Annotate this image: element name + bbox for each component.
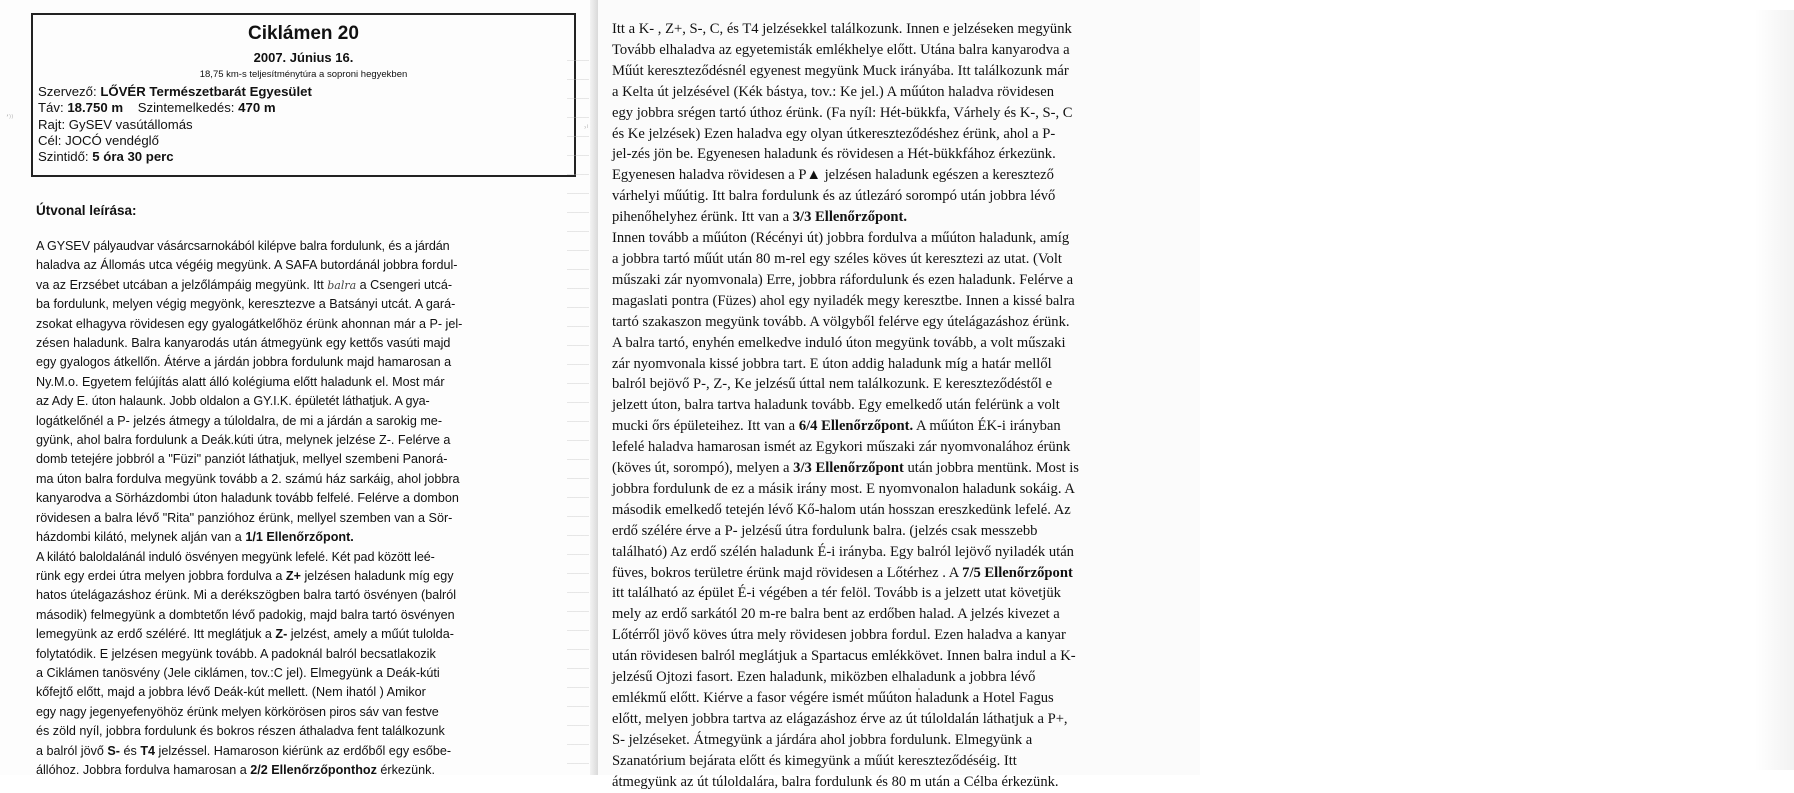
text-line: előtt, melyen jobbra tartva az elágazáshoz érve az út túloldalán láthatjuk a P+, [612, 710, 1068, 727]
scan-edge-shadow [1754, 10, 1794, 770]
distance-row: Táv: 18.750 m Szintemelkedés: 470 m [38, 100, 276, 116]
text-line: balról bejövő P-, Z-, Ke jelzésű úttal nem találkozunk. E kereszteződéstől e [612, 376, 1053, 393]
text-line: folytatódik. E jelzésen megyünk tovább. A padoknál balról becsatlakozik [36, 646, 436, 661]
text-line: mely az erdő sarkától 20 m-re balra bent az erdőben halad. A jelzés kivezet a [612, 606, 1060, 623]
left-page [0, 0, 598, 775]
text-line: házdombi kilátó, melynek alján van a 1/1 Ellenőrzőpont. [36, 530, 354, 545]
text-line: gyünk, ahol balra fordulunk a Deák.kúti útra, melynek jelzése Z-. Felérve a [36, 433, 451, 448]
text-line: és zöld nyíl, jobbra fordulunk és bokros részen áthaladva fent találkozunk [36, 724, 445, 739]
text-line: lemegyünk az erdő széléré. Itt meglátjuk a Z- jelzést, amely a műút tulolda- [36, 627, 454, 642]
text-line: található) Az erdő szélén haladunk É-i irányba. Egy balról lejövő nyiladék után [612, 543, 1074, 560]
text-line: egy gyalogos átkellőn. Átérve a járdán jobbra fordulunk majd hamarosan a [36, 355, 452, 370]
text-line: hatos útelágazáshoz érünk. Mi a derékszögben balra tartó ösvényen (balról [36, 588, 457, 603]
text-line: va az Erzsébet utcában a jelzőlámpáig megyünk. Itt balra a Csengeri utcá- [36, 277, 453, 292]
right-page [584, 0, 1200, 790]
text-line: kanyarodva a Sörházdombi úton haladunk tovább felfelé. Felérve a dombon [36, 491, 459, 506]
text-line: rünk egy erdei útra melyen jobbra fordulva a Z+ jelzésen haladunk míg egy [36, 568, 454, 583]
text-line: Egyenesen haladva rövidesen a P▲ jelzésen haladunk egészen a keresztező [612, 167, 1054, 184]
text-line: egy jobbra srégen tartó úthoz érünk. (Fa nyíl: Hét-bükkfa, Várhely és K-, S-, C [612, 104, 1073, 121]
event-info-box [31, 13, 576, 177]
text-line: zésen haladunk. Balra kanyarodás után átmegyünk egy kettős vasúti majd [36, 336, 451, 351]
margin-mark: ˒ⁱ [584, 124, 589, 134]
text-line: Itt a K- , Z+, S-, C, és T4 jelzésekkel találkozunk. Innen e jelzéseken megyünk [612, 21, 1072, 37]
margin-mark: ʼ⁾⁾ [6, 114, 14, 124]
text-line: Műút kereszteződésnél egyenest megyünk Muck irányába. Itt találkozunk már [612, 62, 1069, 79]
event-date: 2007. Június 16. [253, 50, 354, 65]
text-line: második emelkedő tetején lévő Kő-halom után hosszan ereszkedünk lefelé. Az [612, 501, 1071, 518]
text-line: A kilátó baloldalánál induló ösvényen megyünk lefelé. Két pad között leé- [36, 549, 435, 564]
route-description-right [612, 19, 1202, 793]
organizer-name: LŐVÉR Természetbarát Egyesület [100, 84, 312, 99]
text-line: S- jelzéseket. Átmegyünk a járdára ahol jobbra fordulunk. Elmegyünk a [612, 731, 1033, 748]
text-line: Tovább elhaladva az egyetemisták emlékhelye előtt. Utána balra kanyarodva a [612, 41, 1070, 58]
text-line: Szanatórium bejárata előtt és kimegyünk a műút kereszteződéséig. Itt [612, 752, 1017, 769]
text-line: a jobbra tartó műút után 80 m-rel egy széles köves út keresztezi az utat. (Volt [612, 250, 1062, 267]
event-details [38, 84, 574, 165]
text-line: és Ke jelzések) Ezen haladva egy olyan útkereszteződéshez érünk, ahol a P- [612, 125, 1056, 142]
text-line: zsokat elhagyva rövidesen egy gyalogátkelőhöz érünk ahonnan már a P- jel- [36, 316, 463, 331]
text-line: Lőtérről jövő köves útra mely rövidesen jobbra fordul. Ezen haladva a kanyar [612, 627, 1066, 644]
text-line: pihenőhelyhez érünk. Itt van a 3/3 Ellenőrzőpont. [612, 209, 908, 226]
checkpoint-2: 2/2 Ellenőrzőponthoz [250, 762, 377, 777]
finish-row: Cél: JOCÓ vendéglő [38, 132, 159, 148]
organizer-row: Szervező: LŐVÉR Természetbarát Egyesület [38, 84, 312, 99]
time-limit-value: 5 óra 30 perc [92, 149, 174, 165]
text-line: haladva az Állomás utca végéig megyünk. A SAFA butordánál jobbra fordul- [36, 258, 458, 273]
text-line: jelzésű Ojtozi fasort. Ezen haladunk, miközben elhaladunk a jobbra lévő [612, 669, 1036, 686]
text-line: (köves út, sorompó), melyen a 3/3 Ellenőrzőpont után jobbra mentünk. Most is [612, 460, 1079, 477]
text-line: jobbra fordulunk de ez a másik irány most. E nyomvonalon haladunk sokáig. A [612, 480, 1075, 497]
text-line: az Ady E. úton halaunk. Jobb oldalon a GY.I.K. épületét láthatjuk. A gya- [36, 394, 430, 409]
elevation-value: 470 m [238, 100, 276, 116]
text-line: logátkelőnél a P- jelzés átmegy a túloldalra, de mi a járdán a sarokig me- [36, 413, 443, 428]
text-line: jelzett úton, balra tartva haladunk tovább. Egy emelkedő után felérünk a volt [612, 397, 1060, 414]
text-line: Innen tovább a műúton (Récényi út) jobbra fordulva a műúton haladunk, amíg [612, 230, 1070, 247]
text-line: zár nyomvonala kissé jobbra tart. E úton addig haladunk míg a határ mellől [612, 355, 1052, 372]
text-line: után rövidesen balról meglátjuk a Spartacus emlékkövet. Innen balra indul a K- [612, 648, 1076, 665]
text-line: műszaki zár nyomvonala) Erre, jobbra ráfordulunk és ezen haladunk. Felérve a [612, 271, 1074, 288]
checkpoint-1: 1/1 Ellenőrzőpont. [245, 530, 354, 545]
text-line: a Ciklámen tanösvény (Jele ciklámen, tov.:C jel). Elmegyünk a Deák-kúti [36, 665, 440, 680]
text-line: Ny.M.o. Egyetem felújítás alatt álló kolégiuma előtt haladunk el. Most már [36, 374, 445, 389]
text-line: várhelyi műútig. Itt balra fordulunk és az útlezáró sorompó után jobbra lévő [612, 188, 1056, 205]
text-line: mucki őrs épületeihez. Itt van a 6/4 Ellenőrzőpont. A műúton ÉK-i irányban [612, 418, 1061, 435]
text-line: a balról jövő S- és T4 jelzéssel. Hamaroson kiérünk az erdőből egy esőbe- [36, 743, 452, 758]
route-heading: Útvonal leírása: [36, 203, 137, 218]
text-line: erdő szélére érve a P- jelzésű útra fordulunk balra. (jelzés csak messzebb [612, 522, 1038, 539]
text-line: lefelé haladva hamarosan ismét az Egykori műszaki zár nyomvonalához érünk [612, 439, 1071, 456]
time-limit-row: Szintidő: 5 óra 30 perc [38, 149, 174, 165]
text-line: jel-zés jön be. Egyenesen haladunk és rövidesen a Hét-bükkfához érkezünk. [612, 146, 1056, 163]
text-line: A GYSEV pályaudvar vásárcsarnokából kilépve balra fordulunk, és a járdán [36, 239, 450, 253]
text-line: emlékmű előtt. Kiérve a fasor végére ismét műúton haladunk a Hotel Fagus [612, 690, 1054, 706]
text-line: A balra tartó, enyhén emelkedve induló úton megyünk tovább, a volt műszaki [612, 334, 1066, 351]
text-line: kőfejtő előtt, majd a jobbra lévő Deák-kút mellett. (Nem ihatól ) Amikor [36, 685, 426, 700]
text-line: a Kelta út jelzésével (Kék bástya, tov.: Ke jel.) A műúton haladva rövidesen [612, 83, 1054, 100]
event-subtitle: 18,75 km-s teljesítménytúra a soproni hegyekben [199, 69, 408, 80]
text-line: második) felmegyünk a dombtetőn lévő padokig, majd balra tartó ösvényen [36, 607, 455, 622]
text-line: állóhoz. Jobbra fordulva hamarosan a 2/2 Ellenőrzőponthoz érkezünk. [36, 762, 435, 777]
start-row: Rajt: GySEV vasútállomás [38, 116, 193, 132]
scan-bleed-through [567, 60, 589, 770]
handwritten-note: balra [327, 278, 357, 292]
text-line: magaslati pontra (Füzes) ahol egy nyiladék megy keresztbe. Innen a kissé balra [612, 292, 1075, 309]
text-line: egy nagy jegenyefenyöhöz érünk melyen körkörösen piros sáv van festve [36, 704, 439, 719]
text-line: átmegyünk az út túloldalára, balra fordulunk és 80 m után a Célba érkezünk. [612, 773, 1059, 790]
text-line: itt található az épület É-i végében a tér felöl. Tovább is a jelzett utat követjük [612, 585, 1061, 602]
text-line: ba fordulunk, melyen végig megyönk, keresztezve a Batsányi utcát. A gará- [36, 297, 456, 312]
event-title: Ciklámen 20 [248, 23, 359, 44]
distance-value: 18.750 m [67, 100, 124, 116]
text-line: tartó szakaszon megyünk tovább. A völgyből felérve egy útelágazáshoz érünk. [612, 313, 1070, 330]
text-line: domb tetejére jobbról a "Füzi" panziót láthatjuk, mellyel szembeni Panorá- [36, 452, 448, 467]
text-line: füves, bokros területre érünk majd rövidesen a Lőtérhez . A 7/5 Ellenőrzőpont [612, 564, 1073, 581]
text-line: rövidesen a balra lévő "Rita" panzióhoz érünk, mellyel szemben van a Sör- [36, 510, 453, 525]
text-line: ma úton balra fordulva megyünk tovább a 2. számú ház sarkáig, ahol jobbra [36, 471, 460, 486]
route-description-left [36, 237, 596, 780]
scan-speck [918, 688, 920, 690]
